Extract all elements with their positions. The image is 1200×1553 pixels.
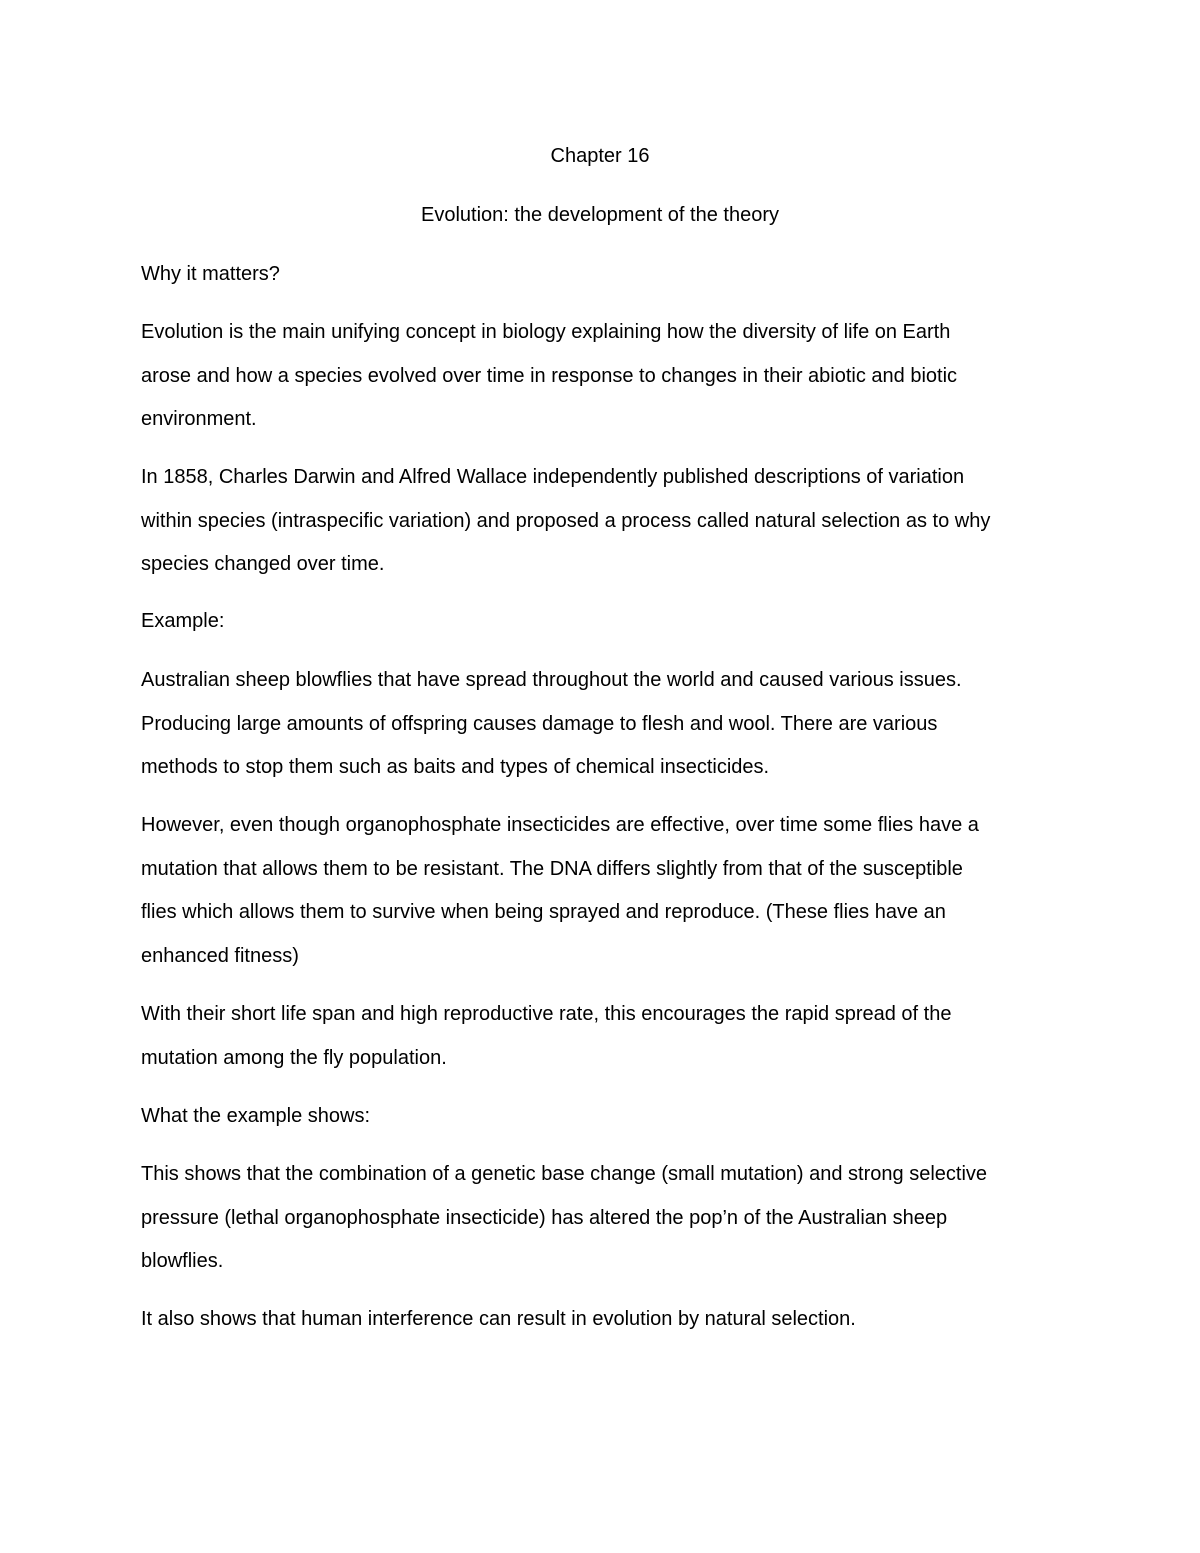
paragraph-line: blowflies. [141,1250,224,1272]
paragraph-line: flies which allows them to survive when being sprayed and reproduce. (These flies have an [141,901,946,923]
paragraph-line: However, even though organophosphate insecticides are effective, over time some flies have a [141,814,979,836]
paragraph-line: environment. [141,408,257,430]
paragraph-line: within species (intraspecific variation) and proposed a process called natural selection as to why [141,509,991,532]
paragraph-line: Australian sheep blowflies that have spread throughout the world and caused various issues. [141,669,962,691]
chapter-subtitle: Evolution: the development of the theory [420,204,779,226]
paragraph-human-interference [141,1298,1071,1342]
paragraph-line: pressure (lethal organophosphate insecticide) has altered the pop’n of the Australian sheep [141,1206,948,1229]
paragraph-line: mutation among the fly population. [141,1046,447,1069]
paragraph-line: arose and how a species evolved over time in response to changes in their abiotic and biotic [141,364,958,387]
chapter-title: Chapter 16 [550,145,650,167]
paragraph-blowflies [141,659,1071,790]
paragraph-line: In 1858, Charles Darwin and Alfred Wallace independently published descriptions of variation [141,466,965,488]
paragraph-line: Evolution is the main unifying concept in biology explaining how the diversity of life on Earth [141,321,951,343]
paragraph-line: With their short life span and high reproductive rate, this encourages the rapid spread of the [141,1003,952,1025]
paragraph-resistance [141,804,1071,978]
paragraph-darwin-wallace [141,456,1071,587]
paragraph-line: species changed over time. [141,553,385,575]
why-it-matters-heading: Why it matters? [141,263,280,285]
paragraph-line: This shows that the combination of a genetic base change (small mutation) and strong selective [141,1163,988,1185]
example-heading: Example: [141,610,225,632]
paragraph-line: methods to stop them such as baits and types of chemical insecticides. [141,756,770,778]
paragraph-line: enhanced fitness) [141,944,299,967]
paragraph-combination [141,1153,1071,1284]
paragraph-rapid-spread [141,993,1071,1080]
paragraph-evolution-concept [141,311,1071,442]
paragraph-line: It also shows that human interference can result in evolution by natural selection. [141,1308,856,1330]
what-example-shows-heading: What the example shows: [141,1105,370,1127]
paragraph-line: mutation that allows them to be resistant. The DNA differs slightly from that of the susceptible [141,857,963,880]
paragraph-line: Producing large amounts of offspring causes damage to flesh and wool. There are various [141,712,938,735]
